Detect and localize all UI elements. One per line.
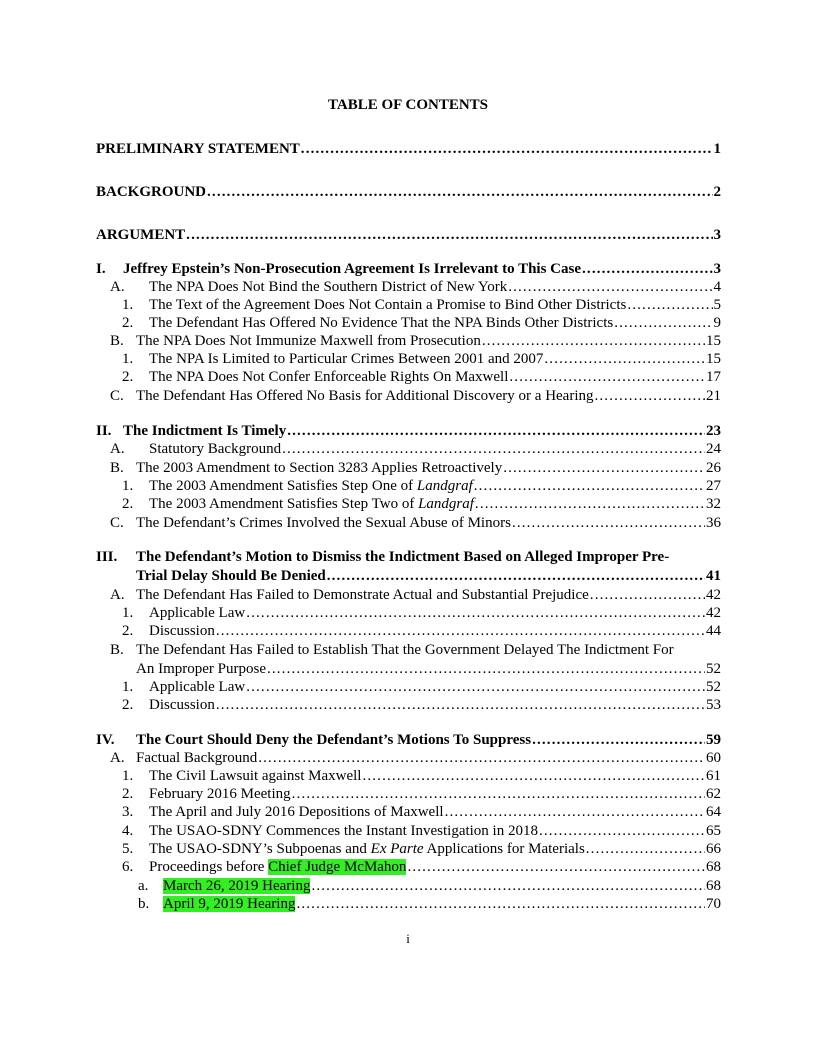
dot-leader: [407, 858, 705, 877]
dot-leader: [282, 440, 705, 459]
dot-leader: [186, 226, 712, 245]
toc-page-number: 24: [706, 441, 721, 457]
toc-entry[interactable]: [96, 140, 721, 159]
dot-leader: [595, 387, 706, 406]
toc-entry[interactable]: [122, 822, 721, 841]
toc-entry[interactable]: [96, 226, 721, 245]
toc-entry-title: [163, 895, 295, 914]
toc-entry[interactable]: [122, 495, 721, 514]
toc-page-number: 42: [706, 605, 721, 621]
dot-leader: [292, 785, 705, 804]
toc-entry[interactable]: [138, 895, 721, 914]
toc-entry[interactable]: [122, 858, 721, 877]
toc-entry-label: 4.: [122, 823, 134, 839]
toc-entry[interactable]: [110, 332, 721, 351]
toc-page-number: 52: [706, 661, 721, 677]
toc-entry-label: 1.: [122, 768, 134, 784]
toc-page-number: 3: [713, 261, 721, 277]
toc-page-number: 1: [713, 141, 721, 157]
dot-leader: [509, 368, 705, 387]
toc-entry-label: 2.: [122, 786, 134, 802]
toc-entry-label: 1.: [122, 478, 134, 494]
toc-entry[interactable]: [110, 641, 721, 679]
toc-entry[interactable]: [96, 731, 721, 750]
toc-entry-title: [149, 477, 473, 496]
toc-entry-title-text: Proceedings before: [149, 859, 269, 875]
latin-term: Ex Parte: [370, 841, 424, 857]
page-title: TABLE OF CONTENTS: [327, 97, 489, 113]
toc-page-number: 15: [706, 333, 721, 349]
dot-leader: [287, 422, 705, 441]
toc-entry-title: Applicable Law: [149, 605, 246, 621]
toc-entry-label: 3.: [122, 804, 134, 820]
toc-entry-title: BACKGROUND: [96, 184, 207, 200]
toc-entry-label: 5.: [122, 841, 134, 857]
toc-entry-label: a.: [138, 878, 149, 894]
dot-leader: [532, 731, 705, 750]
toc-page-number: 44: [706, 623, 721, 639]
toc-entry-title: PRELIMINARY STATEMENT: [96, 141, 300, 157]
toc-page-number: 41: [706, 568, 721, 584]
toc-page-number: 70: [706, 896, 721, 912]
toc-entry-title: Statutory Background: [149, 441, 282, 457]
toc-page-number: 68: [706, 878, 721, 894]
toc-entry[interactable]: [110, 459, 721, 478]
toc-page-number: 61: [706, 768, 721, 784]
toc-entry-label: B.: [110, 333, 124, 349]
highlighted-text: March 26, 2019 Hearing: [163, 878, 311, 894]
toc-page-number: 66: [706, 841, 721, 857]
dot-leader: [482, 332, 705, 351]
toc-entry[interactable]: [110, 586, 721, 605]
toc-entry[interactable]: [110, 749, 721, 768]
toc-entry[interactable]: [122, 622, 721, 641]
toc-page-number: 2: [713, 184, 721, 200]
toc-page-number: 3: [713, 227, 721, 243]
toc-entry-title-text: The 2003 Amendment Satisfies Step One of: [149, 478, 417, 494]
toc-entry-label: 1.: [122, 679, 134, 695]
case-name: Landgraf: [416, 478, 473, 494]
toc-entry-title: The NPA Does Not Bind the Southern District of New York: [149, 279, 508, 295]
toc-entry[interactable]: [96, 548, 721, 586]
toc-entry-title: February 2016 Meeting: [149, 786, 291, 802]
dot-leader: [627, 296, 712, 315]
toc-entry-label: B.: [110, 460, 124, 476]
dot-leader: [246, 678, 705, 697]
dot-leader: [503, 459, 705, 478]
toc-entry-label: 1.: [122, 351, 134, 367]
dot-leader: [582, 260, 712, 279]
toc-entry-title-text: Applications for Materials: [423, 841, 585, 857]
toc-entry[interactable]: [122, 785, 721, 804]
toc-page-number: 62: [706, 786, 721, 802]
toc-entry-label: A.: [110, 750, 125, 766]
toc-entry[interactable]: [122, 314, 721, 333]
toc-entry-label: 2.: [122, 623, 134, 639]
toc-entry-label: b.: [138, 896, 150, 912]
toc-entry[interactable]: [138, 877, 721, 896]
dot-leader: [508, 278, 712, 297]
toc-entry[interactable]: [122, 678, 721, 697]
toc-entry-label: A.: [110, 587, 125, 603]
toc-entry-title: Applicable Law: [149, 679, 246, 695]
toc-entry[interactable]: [122, 477, 721, 496]
toc-page-number: 60: [706, 750, 721, 766]
case-name: Landgraf: [418, 496, 474, 512]
toc-page-number: 65: [706, 823, 721, 839]
toc-entry-title: Trial Delay Should Be Denied: [136, 568, 326, 584]
toc-entry-title: Discussion: [149, 623, 215, 639]
toc-entry-label: I.: [96, 261, 106, 277]
toc-entry-title: [149, 840, 585, 859]
toc-entry-title: The Text of the Agreement Does Not Contain a Promise to Bind Other Districts: [149, 297, 627, 313]
toc-entry[interactable]: [110, 387, 721, 406]
toc-entry-title: The Court Should Deny the Defendant’s Motions To Suppress: [136, 732, 532, 748]
toc-entry-title: Factual Background: [136, 750, 258, 766]
toc-page-number: 4: [713, 279, 721, 295]
page-number-footer: i: [406, 931, 410, 946]
toc-entry-title: The Civil Lawsuit against Maxwell: [149, 768, 362, 784]
toc-entry-label: IV.: [96, 732, 115, 748]
dot-leader: [246, 604, 705, 623]
toc-entry-label: 2.: [122, 697, 134, 713]
toc-page-number: 64: [706, 804, 721, 820]
toc-entry-label: C.: [110, 388, 124, 404]
toc-entry-label: 6.: [122, 859, 134, 875]
dot-leader: [301, 140, 713, 159]
toc-entry-label: A.: [110, 279, 125, 295]
toc-entry-title: The April and July 2016 Depositions of Maxwell: [149, 804, 444, 820]
toc-page-number: 23: [706, 423, 721, 439]
toc-page-number: 32: [706, 496, 721, 512]
toc-entry[interactable]: [96, 260, 721, 279]
toc-entry-title: The NPA Does Not Confer Enforceable Rights On Maxwell: [149, 369, 509, 385]
toc-entry-label: III.: [96, 549, 118, 565]
toc-entry-title: The NPA Does Not Immunize Maxwell from Prosecution: [136, 333, 481, 349]
toc-page-number: 36: [706, 515, 721, 531]
toc-entry-title: The Defendant’s Crimes Involved the Sexual Abuse of Minors: [136, 515, 511, 531]
toc-entry-title: Jeffrey Epstein’s Non-Prosecution Agreement Is Irrelevant to This Case: [123, 261, 582, 277]
toc-entry-title: Discussion: [149, 697, 215, 713]
toc-entry-title: The Indictment Is Timely: [123, 423, 287, 439]
dot-leader: [216, 622, 705, 641]
toc-entry-label: B.: [110, 642, 124, 658]
toc-page-number: 21: [706, 388, 721, 404]
dot-leader: [544, 350, 705, 369]
toc-entry-title: [149, 858, 406, 877]
toc-entry-label: A.: [110, 441, 125, 457]
toc-entry-title: The Defendant Has Failed to Demonstrate Actual and Substantial Prejudice: [136, 587, 589, 603]
toc-entry-title: ARGUMENT: [96, 227, 186, 243]
toc-entry-title: The Defendant Has Offered No Evidence That the NPA Binds Other Districts: [149, 315, 614, 331]
toc-entry-title-text: The USAO-SDNY’s Subpoenas and: [149, 841, 371, 857]
dot-leader: [539, 822, 705, 841]
toc-entry-title: The NPA Is Limited to Particular Crimes Between 2001 and 2007: [149, 351, 544, 367]
toc-entry-title: [149, 495, 474, 514]
toc-entry-title-text: The 2003 Amendment Satisfies Step Two of: [149, 496, 419, 512]
dot-leader: [258, 749, 705, 768]
toc-entry[interactable]: [122, 368, 721, 387]
dot-leader: [445, 803, 705, 822]
toc-entry-title-line1: The Defendant Has Failed to Establish That the Government Delayed The Indictment For: [136, 642, 674, 658]
dot-leader: [512, 514, 705, 533]
toc-entry-title: The USAO-SDNY Commences the Instant Investigation in 2018: [149, 823, 538, 839]
dot-leader: [311, 877, 705, 896]
toc-page-number: 59: [706, 732, 721, 748]
toc-entry-label: 1.: [122, 605, 134, 621]
dot-leader: [362, 767, 705, 786]
toc-page-number: 26: [706, 460, 721, 476]
toc-entry[interactable]: [110, 440, 721, 459]
dot-leader: [614, 314, 712, 333]
toc-entry-label: II.: [96, 423, 112, 439]
toc-entry-label: 1.: [122, 297, 134, 313]
toc-entry[interactable]: [110, 514, 721, 533]
toc-entry[interactable]: [122, 840, 721, 859]
highlighted-text: April 9, 2019 Hearing: [163, 896, 296, 912]
toc-page-number: 5: [713, 297, 721, 313]
toc-entry-label: C.: [110, 515, 124, 531]
toc-entry[interactable]: [122, 767, 721, 786]
toc-entry-title: The Defendant Has Offered No Basis for Additional Discovery or a Hearing: [136, 388, 594, 404]
dot-leader: [475, 495, 705, 514]
toc-entry-title-line1: The Defendant’s Motion to Dismiss the Indictment Based on Alleged Improper Pre-: [136, 549, 670, 565]
toc-entry-title: The 2003 Amendment to Section 3283 Applies Retroactively: [136, 460, 503, 476]
toc-entry-title: An Improper Purpose: [136, 661, 266, 677]
toc-page-number: 68: [706, 859, 721, 875]
toc-entry-title: [163, 877, 310, 896]
dot-leader: [216, 696, 705, 715]
toc-page-number: 15: [706, 351, 721, 367]
dot-leader: [207, 183, 712, 202]
toc-page-number: 27: [706, 478, 721, 494]
toc-page-number: 17: [706, 369, 721, 385]
dot-leader: [586, 840, 705, 859]
dot-leader: [267, 660, 705, 679]
toc-entry[interactable]: [122, 604, 721, 623]
dot-leader: [474, 477, 705, 496]
toc-entry[interactable]: [110, 278, 721, 297]
toc-entry-label: 2.: [122, 315, 134, 331]
toc-entry[interactable]: [96, 422, 721, 441]
toc-entry[interactable]: [122, 803, 721, 822]
toc-page-number: 9: [713, 315, 721, 331]
toc-entry-label: 2.: [122, 496, 134, 512]
dot-leader: [327, 567, 705, 586]
toc-entry[interactable]: [122, 696, 721, 715]
highlighted-text: Chief Judge McMahon: [268, 859, 407, 875]
toc-page-number: 53: [706, 697, 721, 713]
toc-entry[interactable]: [122, 350, 721, 369]
toc-entry[interactable]: [96, 183, 721, 202]
toc-page-number: 52: [706, 679, 721, 695]
toc-entry[interactable]: [122, 296, 721, 315]
toc-page-number: 42: [706, 587, 721, 603]
dot-leader: [590, 586, 705, 605]
toc-entry-label: 2.: [122, 369, 134, 385]
dot-leader: [296, 895, 705, 914]
